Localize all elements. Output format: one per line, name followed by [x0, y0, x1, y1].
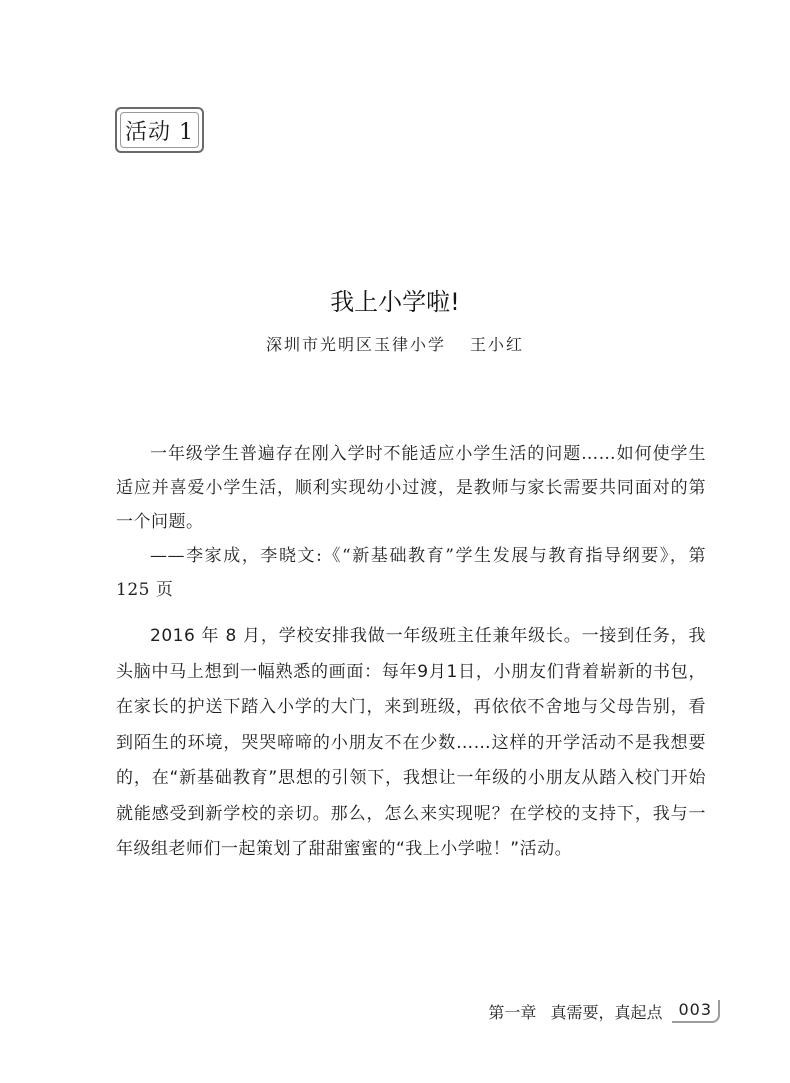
body-text: [116, 619, 706, 868]
quote-source: ——李家成，李晓文:《“新基础教育”学生发展与教育指导纲要》，第125 页: [116, 546, 706, 600]
author-school: 深圳市光明区玉律小学: [265, 335, 446, 354]
author-line: [0, 332, 790, 355]
footer-chapter: 第一章: [488, 1003, 537, 1022]
quote-text: 一年级学生普遍存在刚入学时不能适应小学生活的问题……如何使学生适应并喜爱小学生活，顺利实现幼小过渡，是教师与家长需要共同面对的第一个问题。: [116, 444, 706, 532]
footer-section: 真需要，真起点: [550, 1003, 663, 1022]
epigraph-quote: [116, 437, 706, 607]
page-footer: [488, 1000, 720, 1023]
activity-label-text: 活动 1: [125, 119, 194, 145]
author-name: 王小红: [470, 335, 525, 354]
page-number: 003: [672, 1000, 720, 1023]
article-title: 我上小学啦!: [330, 288, 460, 316]
body-paragraph: 2016 年 8 月，学校安排我做一年级班主任兼年级长。一接到任务，我头脑中马上想到一幅熟悉的画面：每年9月1日，小朋友们背着崭新的书包，在家长的护送下踏入小学的大门，来到班级，再依依不舍地与父母告别，看到陌生的环境，哭哭啼啼的小朋友不在少数……这样的开学活动不是我想要的，在“新基础教育”思想的引领下，我想让一年级的小朋友从踏入校门开始就能感受到新学校的亲切。那么，怎么来实现呢？在学校的支持下，我与一年级组老师们一起策划了甜甜蜜蜜的“我上小学啦！”活动。: [116, 626, 706, 859]
activity-label: [115, 107, 204, 153]
